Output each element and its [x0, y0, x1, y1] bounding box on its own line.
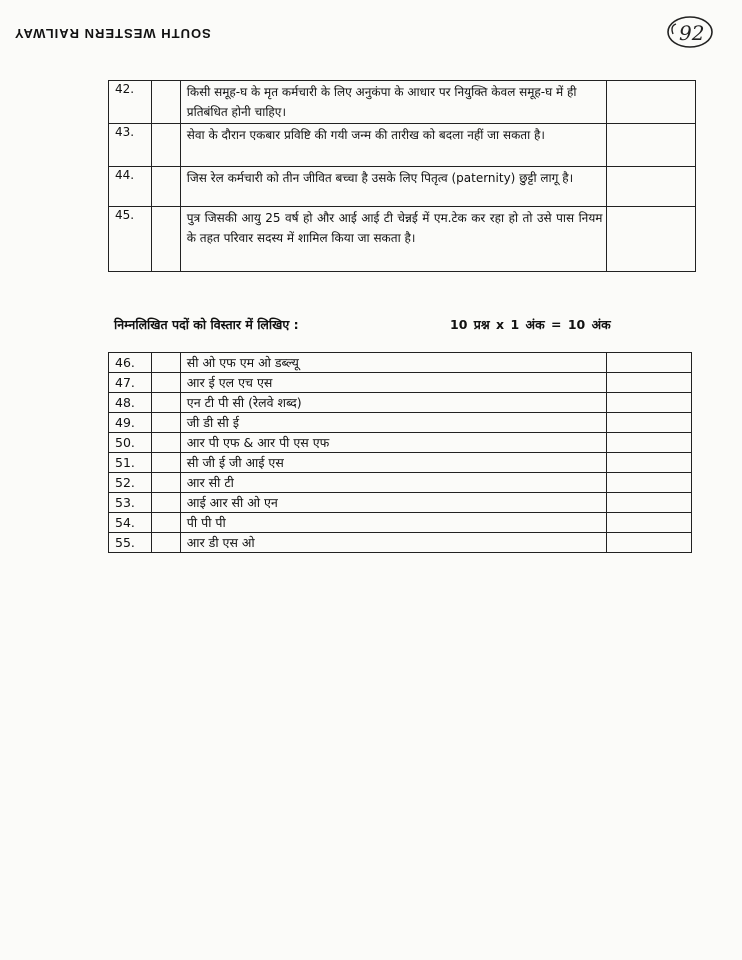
table-row: [109, 413, 692, 433]
table-row: [109, 453, 692, 473]
answer-cell: [607, 453, 692, 473]
question-number: 44.: [109, 167, 152, 207]
table-row: [109, 433, 692, 453]
blank-cell: [151, 353, 180, 373]
answer-cell: [607, 353, 692, 373]
table-row: [109, 81, 696, 124]
blank-cell: [151, 433, 180, 453]
answer-cell: [607, 533, 692, 553]
blank-cell: [151, 167, 180, 207]
blank-cell: [151, 207, 180, 272]
answer-cell: [607, 493, 692, 513]
blank-cell: [151, 513, 180, 533]
abbreviation-text: एन टी पी सी (रेलवे शब्द): [180, 393, 607, 413]
question-number: 43.: [109, 124, 152, 167]
blank-cell: [151, 493, 180, 513]
table-row: [109, 493, 692, 513]
table-row: [109, 167, 696, 207]
question-number: 45.: [109, 207, 152, 272]
question-number: 54.: [109, 513, 152, 533]
answer-cell: [607, 124, 696, 167]
question-text: किसी समूह-घ के मृत कर्मचारी के लिए अनुकंपा के आधार पर नियुक्ति केवल समूह-घ में ही प्रतिबंधित होनी चाहिए।: [180, 81, 607, 124]
page-number-circle-icon: [662, 10, 722, 52]
questions-table-true-false: [108, 80, 696, 272]
question-number: 55.: [109, 533, 152, 553]
question-number: 49.: [109, 413, 152, 433]
answer-cell: [607, 207, 696, 272]
abbreviation-text: जी डी सी ई: [180, 413, 607, 433]
question-number: 46.: [109, 353, 152, 373]
blank-cell: [151, 473, 180, 493]
table-row: [109, 393, 692, 413]
table-row: [109, 353, 692, 373]
answer-cell: [607, 373, 692, 393]
blank-cell: [151, 393, 180, 413]
table-row: [109, 473, 692, 493]
table-row: [109, 373, 692, 393]
question-text: जिस रेल कर्मचारी को तीन जीवित बच्चा है उसके लिए पितृत्व (paternity) छुट्टी लागू है।: [180, 167, 607, 207]
question-number: 50.: [109, 433, 152, 453]
table-row: [109, 533, 692, 553]
abbreviation-text: आई आर सी ओ एन: [180, 493, 607, 513]
abbreviation-text: पी पी पी: [180, 513, 607, 533]
handwritten-page-number: [662, 10, 722, 52]
blank-cell: [151, 453, 180, 473]
abbreviation-text: सी जी ई जी आई एस: [180, 453, 607, 473]
question-number: 51.: [109, 453, 152, 473]
answer-cell: [607, 473, 692, 493]
question-number: 53.: [109, 493, 152, 513]
abbreviation-text: आर पी एफ & आर पी एस एफ: [180, 433, 607, 453]
abbreviation-text: आर ई एल एच एस: [180, 373, 607, 393]
marks-allocation: 10 प्रश्न x 1 अंक = 10 अंक: [450, 317, 611, 332]
abbreviation-text: सी ओ एफ एम ओ डब्ल्यू: [180, 353, 607, 373]
table-row: [109, 124, 696, 167]
answer-cell: [607, 167, 696, 207]
answer-cell: [607, 413, 692, 433]
blank-cell: [151, 413, 180, 433]
answer-cell: [607, 433, 692, 453]
mirrored-header-title: SOUTH WESTERN RAILWAY: [14, 26, 211, 41]
abbreviation-text: आर डी एस ओ: [180, 533, 607, 553]
question-number: 47.: [109, 373, 152, 393]
answer-cell: [607, 513, 692, 533]
answer-cell: [607, 81, 696, 124]
table-row: [109, 207, 696, 272]
blank-cell: [151, 373, 180, 393]
question-text: सेवा के दौरान एकबार प्रविष्टि की गयी जन्म की तारीख को बदला नहीं जा सकता है।: [180, 124, 607, 167]
page-number-text: 92: [679, 21, 705, 45]
question-number: 42.: [109, 81, 152, 124]
question-number: 48.: [109, 393, 152, 413]
blank-cell: [151, 124, 180, 167]
blank-cell: [151, 533, 180, 553]
section-instruction: निम्नलिखित पदों को विस्तार में लिखिए :: [114, 317, 299, 332]
question-text: पुत्र जिसकी आयु 25 वर्ष हो और आई आई टी चेन्नई में एम.टेक कर रहा हो तो उसे पास नियम के तहत परिवार सदस्य में शामिल किया जा सकता है।: [180, 207, 607, 272]
abbreviations-table: [108, 352, 692, 553]
abbreviation-text: आर सी टी: [180, 473, 607, 493]
answer-cell: [607, 393, 692, 413]
blank-cell: [151, 81, 180, 124]
question-number: 52.: [109, 473, 152, 493]
table-row: [109, 513, 692, 533]
